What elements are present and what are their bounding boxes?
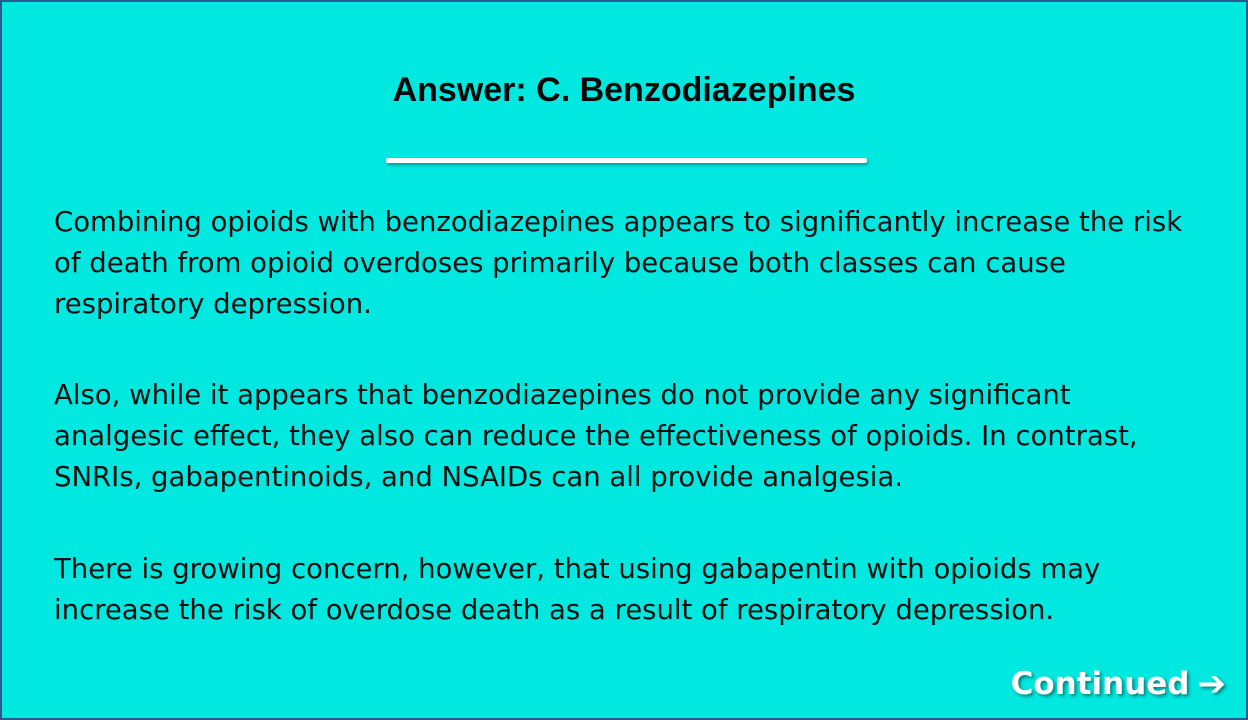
arrow-right-icon: ➔ <box>1197 664 1226 704</box>
answer-title: Answer: C. Benzodiazepines <box>392 71 856 109</box>
explanation-paragraph-3: There is growing concern, however, that using gabapentin with opioids may increase the risk of overdose death as a result of respiratory depression. <box>54 553 1101 626</box>
explanation-paragraph-2: Also, while it appears that benzodiazepines do not provide any significant analgesic effect, they also can reduce the effectiveness of opioids. In contrast, SNRIs, gabapentinoids, and NSAIDs can all provide analgesia. <box>54 379 1138 493</box>
continued-label: Continued <box>1010 666 1190 702</box>
title-divider <box>386 158 867 163</box>
explanation-paragraph-1: Combining opioids with benzodiazepines appears to significantly increase the risk of death from opioid overdoses primarily because both classes can cause respiratory depression. <box>54 206 1183 320</box>
continued-button[interactable] <box>1011 666 1226 702</box>
